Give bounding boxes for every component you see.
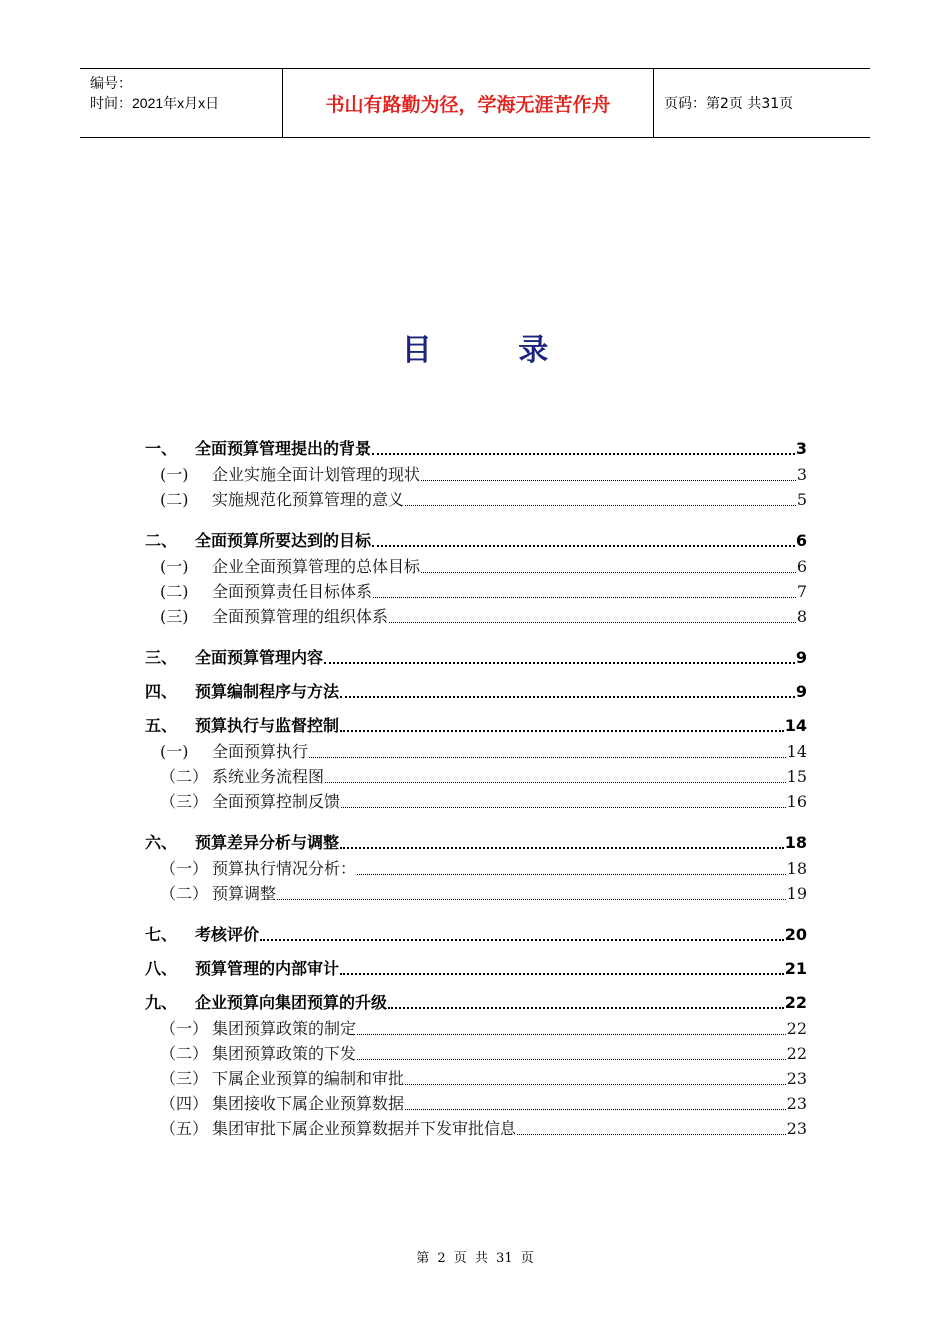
toc-entry-page: 6 (795, 531, 807, 550)
toc-section-entry[interactable] (145, 579, 807, 604)
toc-dot-leader (325, 782, 786, 783)
toc-entry-title: 企业全面预算管理的总体目标 (212, 557, 421, 576)
toc-chapter-entry[interactable] (145, 822, 807, 856)
toc-section-entry[interactable] (145, 856, 807, 881)
toc-dot-leader (372, 453, 795, 455)
toc-entry-page: 5 (796, 490, 807, 509)
toc-entry-number: （五） (160, 1119, 209, 1138)
toc-entry-title: 集团接收下属企业预算数据 (212, 1094, 405, 1113)
toc-entry-number: (三) (160, 607, 189, 626)
header-meta (80, 69, 282, 137)
toc-entry-number: 六、 (145, 833, 178, 852)
toc-entry-number: (二) (160, 582, 189, 601)
toc-entry-title: 系统业务流程图 (212, 767, 325, 786)
toc-dot-leader (405, 505, 796, 506)
toc-entry-page: 19 (786, 884, 807, 903)
toc-dot-leader (421, 572, 796, 573)
toc-entry-title: 考核评价 (195, 925, 260, 944)
toc-entry-title: 全面预算责任目标体系 (212, 582, 373, 601)
page-footer: 第 2 页 共 31 页 (416, 1251, 534, 1266)
toc-chapter-entry[interactable] (145, 948, 807, 982)
toc-dot-leader (388, 1007, 784, 1009)
toc-entry-title: 实施规范化预算管理的意义 (212, 490, 405, 509)
toc-section-entry[interactable] (145, 1041, 807, 1066)
toc-entry-title: 全面预算控制反馈 (212, 792, 341, 811)
toc-entry-page: 3 (795, 439, 807, 458)
toc-entry-title: 全面预算管理的组织体系 (212, 607, 389, 626)
toc-entry-title: 全面预算所要达到的目标 (195, 531, 372, 550)
toc-entry-page: 14 (784, 716, 807, 735)
toc-entry-page: 9 (795, 682, 807, 701)
toc-dot-leader (309, 757, 786, 758)
toc-entry-number: （二） (160, 767, 209, 786)
toc-dot-leader (421, 480, 796, 481)
toc-entry-title: 集团预算政策的制定 (212, 1019, 357, 1038)
toc-entry-page: 8 (796, 607, 807, 626)
toc-entry-number: 五、 (145, 716, 178, 735)
toc-dot-leader (373, 597, 796, 598)
toc-section-entry[interactable] (145, 881, 807, 906)
page-header (80, 68, 870, 138)
toc-chapter-entry[interactable] (145, 671, 807, 705)
toc-entry-number: 一、 (145, 439, 178, 458)
toc-dot-leader (340, 847, 784, 849)
toc-entry-number: （四） (160, 1094, 209, 1113)
toc-dot-leader (324, 662, 795, 664)
toc-entry-number: （二） (160, 1044, 209, 1063)
toc-dot-leader (340, 973, 784, 975)
toc-entry-page: 22 (784, 993, 807, 1012)
toc-entry-number: 二、 (145, 531, 178, 550)
toc-section-entry[interactable] (145, 1066, 807, 1091)
toc-entry-page: 9 (795, 648, 807, 667)
toc-entry-page: 23 (786, 1119, 807, 1138)
toc-chapter-entry[interactable] (145, 428, 807, 462)
toc-entry-number: （一） (160, 859, 209, 878)
toc-entry-title: 企业预算向集团预算的升级 (195, 993, 388, 1012)
toc-entry-title: 全面预算管理提出的背景 (195, 439, 372, 458)
toc-entry-page: 7 (796, 582, 807, 601)
toc-entry-title: 集团预算政策的下发 (212, 1044, 357, 1063)
toc-entry-page: 23 (786, 1094, 807, 1113)
toc-entry-number: （三） (160, 1069, 209, 1088)
toc-section-entry[interactable] (145, 554, 807, 579)
toc-entry-title: 预算差异分析与调整 (195, 833, 340, 852)
toc-dot-leader (389, 622, 796, 623)
toc-entry-title: 预算执行与监督控制 (195, 716, 340, 735)
toc-entry-number: 三、 (145, 648, 178, 667)
toc-dot-leader (372, 545, 795, 547)
toc-entry-title: 企业实施全面计划管理的现状 (212, 465, 421, 484)
toc-entry-number: （一） (160, 1019, 209, 1038)
toc-dot-leader (340, 696, 795, 698)
document-date: 时间：2021年x月x日 (90, 95, 220, 111)
toc-entry-number: (二) (160, 490, 189, 509)
toc-entry-title: 下属企业预算的编制和审批 (212, 1069, 405, 1088)
toc-entry-page: 20 (784, 925, 807, 944)
toc-section-entry[interactable] (145, 1016, 807, 1041)
toc-section-entry[interactable] (145, 789, 807, 814)
toc-entry-number: 九、 (145, 993, 178, 1012)
toc-entry-page: 3 (796, 465, 807, 484)
toc-section-entry[interactable] (145, 1116, 807, 1141)
toc-entry-number: (一) (160, 557, 189, 576)
toc-entry-title: 全面预算执行 (212, 742, 309, 761)
toc-entry-title: 全面预算管理内容 (195, 648, 324, 667)
toc-entry-title: 预算调整 (212, 884, 277, 903)
toc-dot-leader (341, 807, 786, 808)
toc-chapter-entry[interactable] (145, 705, 807, 739)
toc-dot-leader (357, 874, 786, 875)
toc-entry-page: 22 (786, 1044, 807, 1063)
toc-entry-page: 6 (796, 557, 807, 576)
toc-entry-number: 七、 (145, 925, 178, 944)
toc-section-entry[interactable] (145, 764, 807, 789)
toc-dot-leader (517, 1134, 786, 1135)
toc-dot-leader (357, 1034, 786, 1035)
toc-entry-number: 四、 (145, 682, 178, 701)
toc-entry-number: (一) (160, 742, 189, 761)
toc-title: 目 录 (401, 333, 587, 368)
toc-chapter-entry[interactable] (145, 914, 807, 948)
header-page-info: 页码：第2页 共31页 (664, 96, 794, 112)
toc-entry-title: 预算执行情况分析： (212, 859, 357, 878)
toc-entry-number: （二） (160, 884, 209, 903)
document-number-label: 编号： (90, 75, 132, 91)
toc-chapter-entry[interactable] (145, 982, 807, 1016)
toc-dot-leader (340, 730, 784, 732)
toc-section-entry[interactable] (145, 462, 807, 487)
toc-chapter-entry[interactable] (145, 520, 807, 554)
toc-entry-title: 预算编制程序与方法 (195, 682, 340, 701)
toc-entry-page: 22 (786, 1019, 807, 1038)
toc-entry-page: 16 (786, 792, 807, 811)
toc-section-entry[interactable] (145, 739, 807, 764)
toc-chapter-entry[interactable] (145, 637, 807, 671)
toc-dot-leader (405, 1084, 786, 1085)
toc-dot-leader (357, 1059, 786, 1060)
table-of-contents (145, 428, 807, 1141)
toc-dot-leader (405, 1109, 786, 1110)
toc-section-entry[interactable] (145, 487, 807, 512)
toc-entry-number: 八、 (145, 959, 178, 978)
toc-section-entry[interactable] (145, 1091, 807, 1116)
toc-section-entry[interactable] (145, 604, 807, 629)
toc-entry-page: 23 (786, 1069, 807, 1088)
toc-entry-page: 14 (786, 742, 807, 761)
toc-entry-page: 18 (784, 833, 807, 852)
header-motto: 书山有路勤为径，学海无涯苦作舟 (282, 69, 654, 137)
toc-entry-title: 预算管理的内部审计 (195, 959, 340, 978)
toc-entry-page: 18 (786, 859, 807, 878)
toc-dot-leader (260, 939, 784, 941)
toc-entry-number: （三） (160, 792, 209, 811)
toc-dot-leader (277, 899, 786, 900)
toc-entry-number: (一) (160, 465, 189, 484)
toc-entry-title: 集团审批下属企业预算数据并下发审批信息 (212, 1119, 517, 1138)
toc-entry-page: 21 (784, 959, 807, 978)
toc-entry-page: 15 (786, 767, 807, 786)
